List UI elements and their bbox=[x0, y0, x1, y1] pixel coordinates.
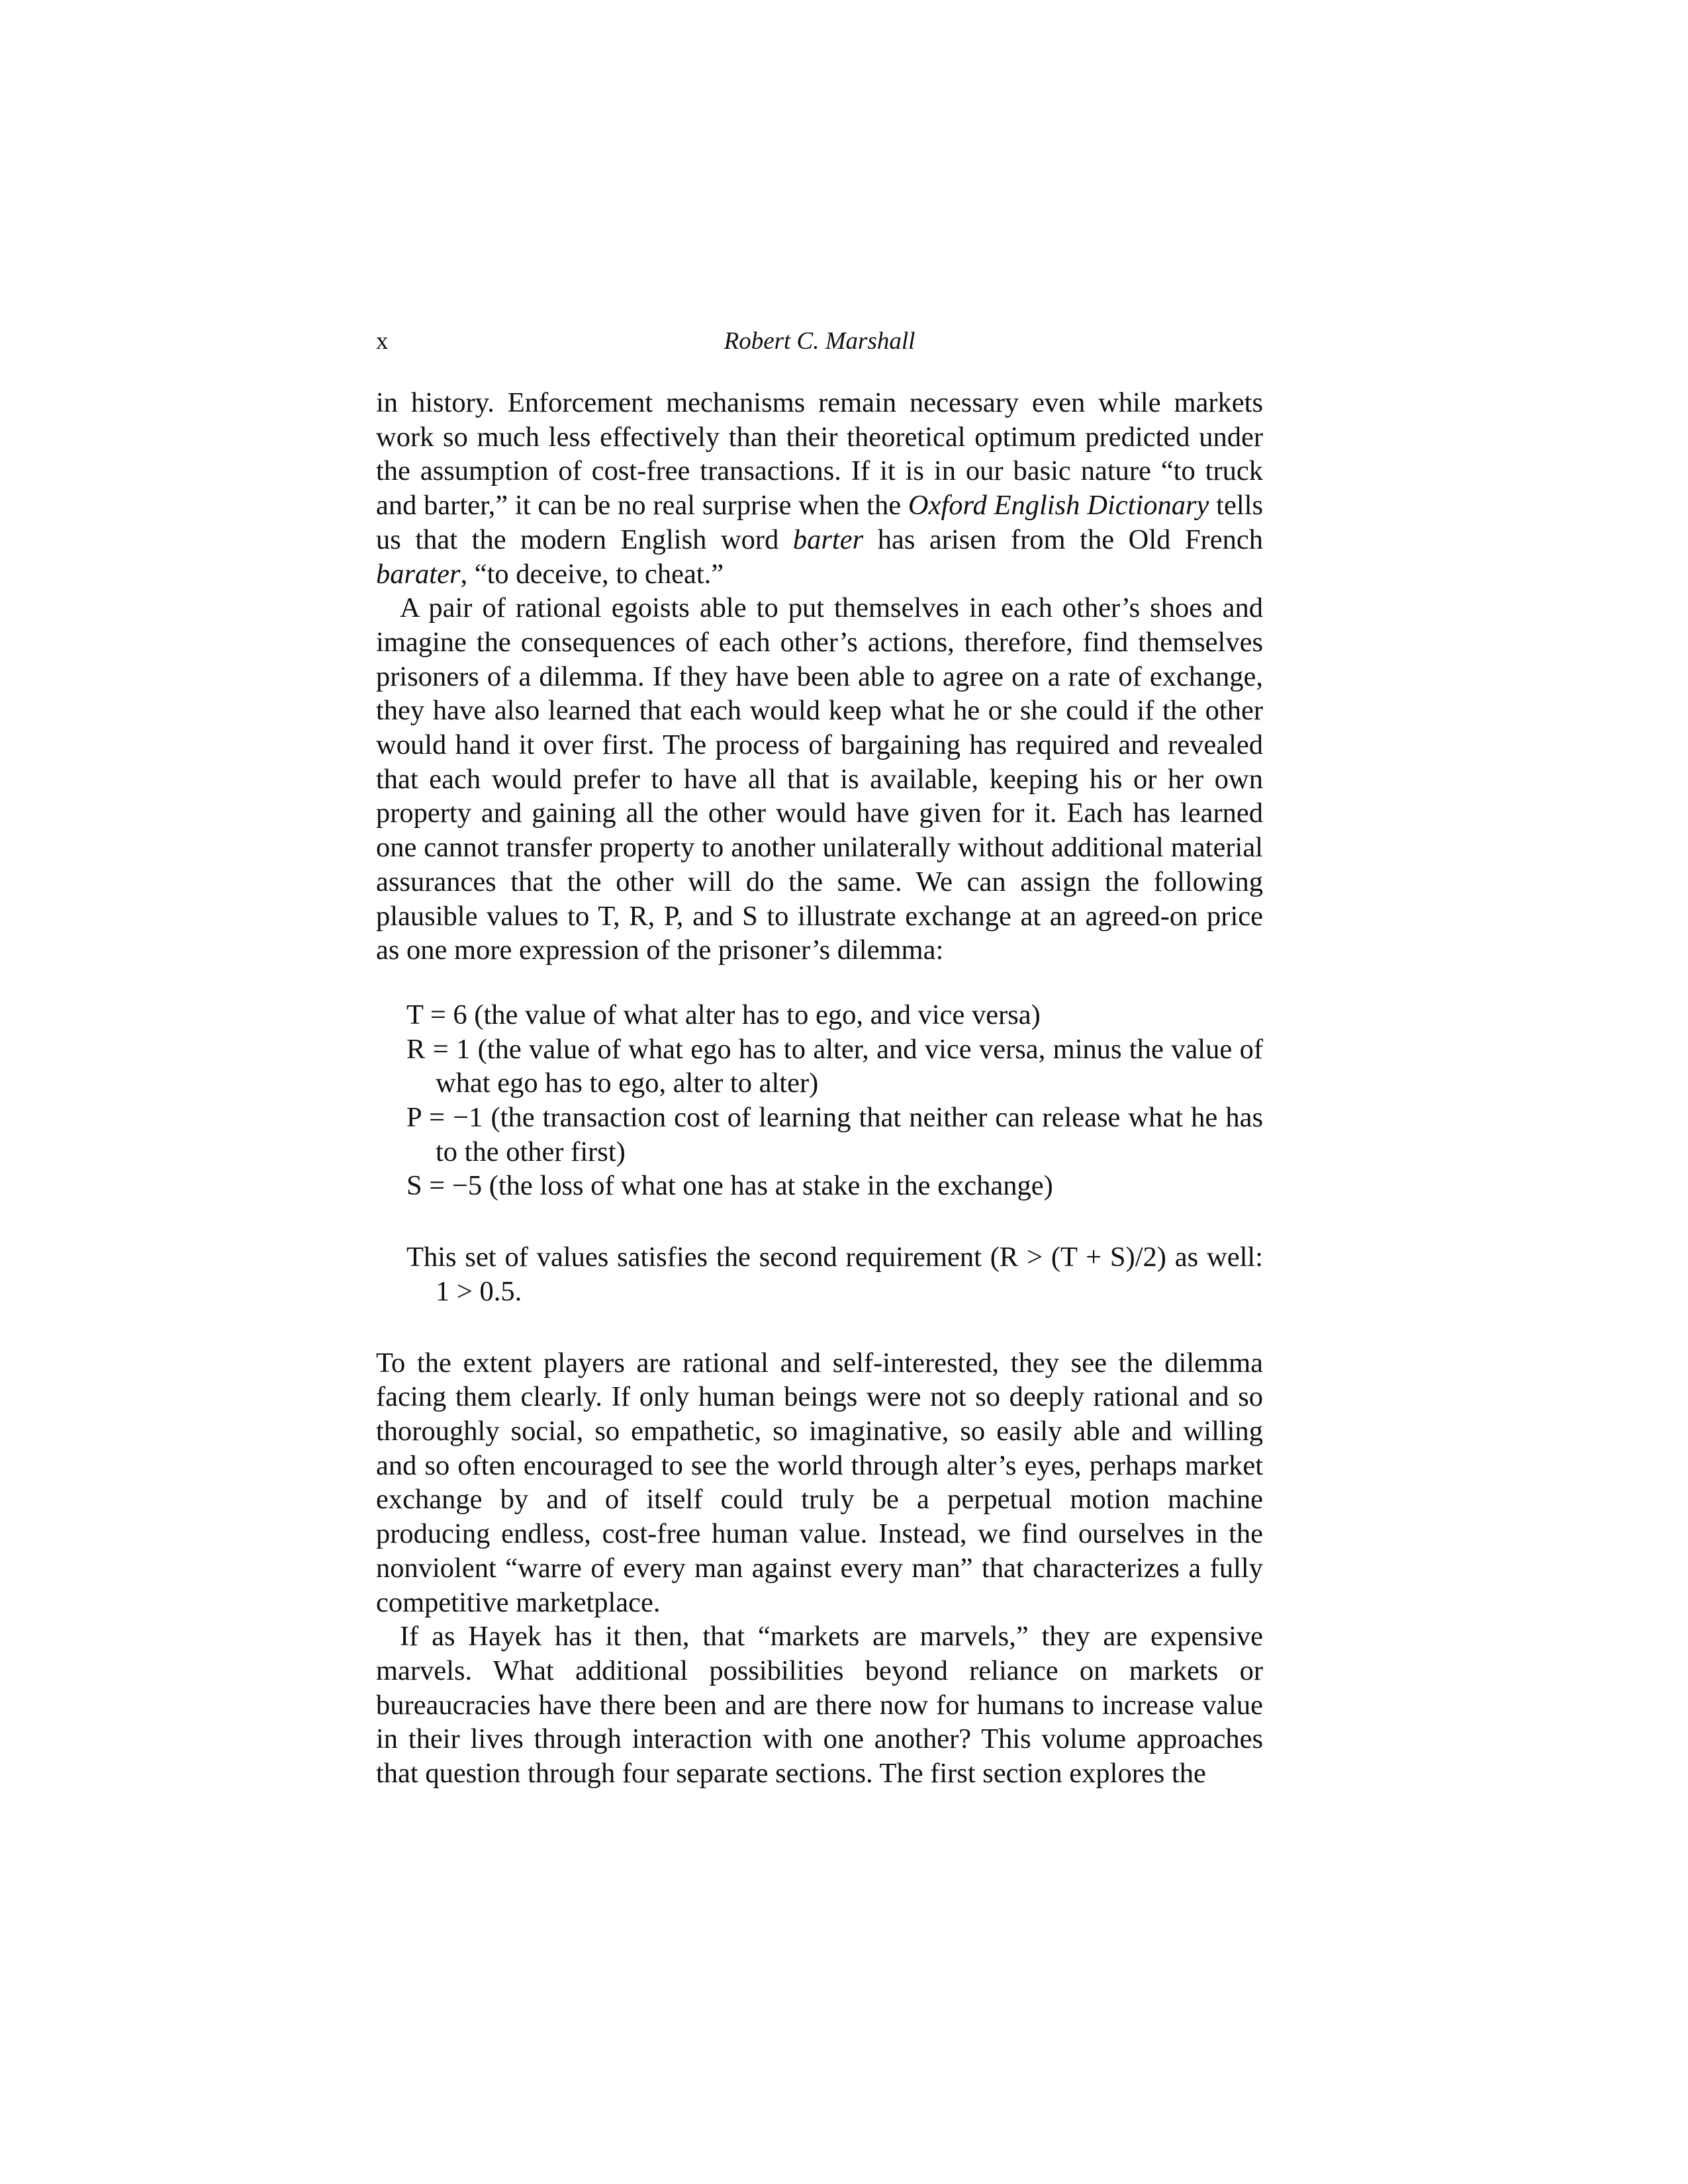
paragraph-continued bbox=[376, 386, 1263, 591]
page-header bbox=[376, 322, 1263, 361]
running-head: Robert C. Marshall bbox=[724, 328, 915, 355]
paragraph: If as Hayek has it then, that “markets are marvels,” they are expensive marvels. What additional possibilities beyond reliance on markets or bureaucracies have there been and are there now for humans to increase value in their lives through interaction with one another? This volume approaches that question through four separate sections. The first section explores the bbox=[376, 1621, 1263, 1790]
body-text bbox=[376, 386, 1263, 1791]
paragraph-text: in history. Enforcement mechanisms remain necessary even while markets work so much less effectively than their theoretical optimum predicted under the assumption of cost-free transactions. If it is in our basic nature “to truck and barter,” it can be no real surprise when the bbox=[376, 387, 1263, 522]
page-number: x bbox=[376, 328, 389, 355]
paragraph: To the extent players are rational and self-interested, they see the dilemma facing them clearly. If only human beings were not so deeply rational and so thoroughly social, so empathetic, so imaginative, so easily able and willing and so often encouraged to see the world through alter’s eyes, perhaps market exchange by and of itself could truly be a perpetual motion machine producing endless, cost-free human value. Instead, we find ourselves in the nonviolent “warre of every man against every man” that characterizes a fully competitive marketplace. bbox=[376, 1347, 1263, 1618]
value-item-r: R = 1 (the value of what ego has to alter, and vice versa, minus the value of what ego has to ego, alter to alter) bbox=[406, 1033, 1263, 1099]
requirement-note: This set of values satisfies the second requirement (R > (T + S)/2) as well: 1 > 0.5. bbox=[406, 1242, 1263, 1307]
italic-title: Oxford English Dictionary bbox=[908, 490, 1209, 522]
paragraph-text: has arisen from the Old French bbox=[863, 523, 1263, 555]
italic-word: barater bbox=[376, 558, 461, 590]
value-item-p: P = −1 (the transaction cost of learning that neither can release what he has to the other first) bbox=[406, 1102, 1263, 1167]
value-item-t: T = 6 (the value of what alter has to ego, and vice versa) bbox=[406, 999, 1041, 1030]
value-item-s: S = −5 (the loss of what one has at stake in the exchange) bbox=[406, 1170, 1053, 1202]
italic-word: barter bbox=[792, 523, 864, 555]
paragraph-text: , “to deceive, to cheat.” bbox=[460, 558, 724, 590]
payoff-values-list bbox=[406, 998, 1263, 1203]
paragraph-text: tells us that the modern English word bbox=[376, 490, 1264, 555]
paragraph: A pair of rational egoists able to put themselves in each other’s shoes and imagine the consequences of each other’s actions, therefore, find themselves prisoners of a dilemma. If they have been able to agree on a rate of exchange, they have also learned that each would keep what he or she could if the other would hand it over first. The process of bargaining has required and revealed that each would prefer to have all that is available, keeping his or her own property and gaining all the other would have given for it. Each has learned one cannot transfer property to another unilaterally without additional material assurances that the other will do the same. We can assign the following plausible values to T, R, P, and S to illustrate exchange at an agreed-on price as one more expression of the prisoner’s dilemma: bbox=[376, 592, 1263, 966]
